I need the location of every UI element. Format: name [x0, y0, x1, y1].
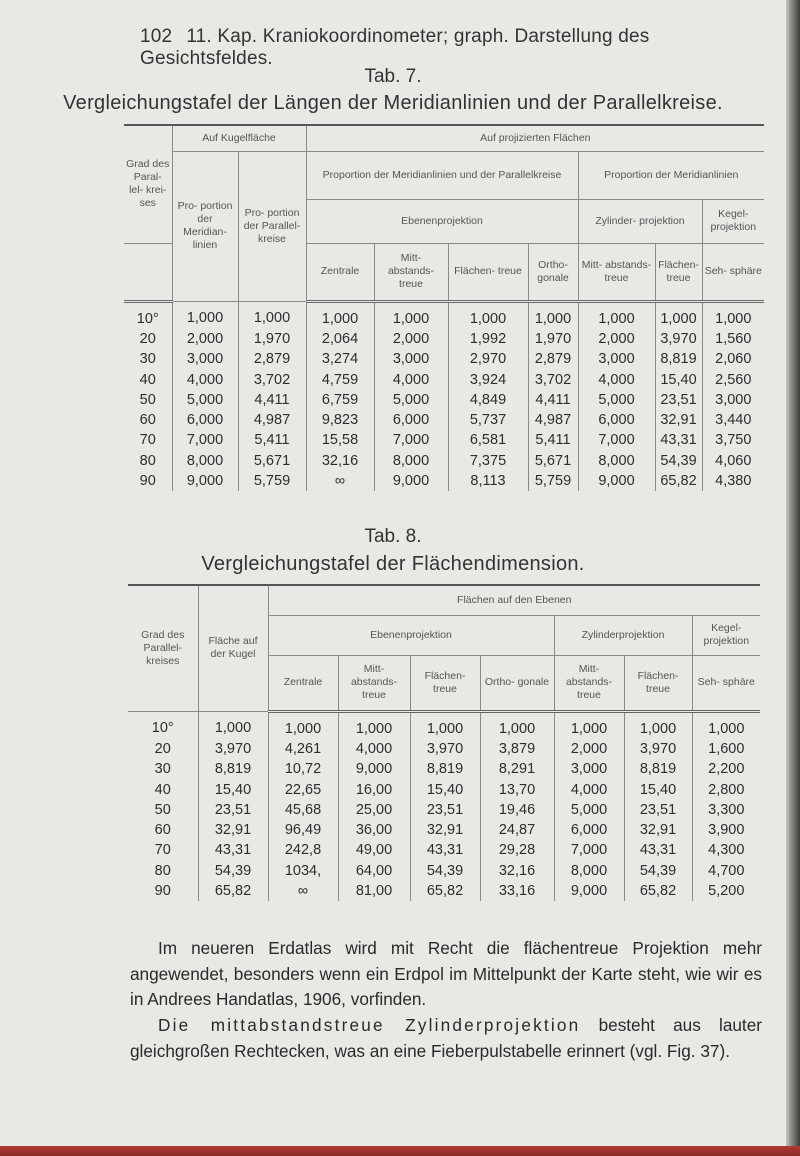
value-cell: 54,39 — [410, 861, 480, 881]
value-cell: 15,40 — [410, 779, 480, 799]
value-cell: 6,000 — [554, 820, 624, 840]
value-cell: 5,000 — [374, 390, 448, 410]
page-edge-bottom — [0, 1146, 800, 1156]
value-cell: 8,819 — [624, 759, 692, 779]
table-row — [124, 471, 764, 491]
grad-cell: 80 — [139, 452, 156, 469]
value-cell: 1,000 — [578, 301, 655, 329]
header-zylinder-mittabstandstreue: Mitt- abstands- treue — [578, 243, 655, 301]
value-cell: 19,46 — [480, 800, 554, 820]
value-cell: 6,759 — [306, 390, 374, 410]
value-cell: 2,879 — [238, 349, 306, 369]
grad-cell: 90 — [154, 883, 171, 900]
value-cell: 3,274 — [306, 349, 374, 369]
value-cell: 5,737 — [448, 410, 528, 430]
table-row — [124, 301, 764, 329]
value-cell: 8,113 — [448, 471, 528, 491]
table-row — [128, 739, 760, 759]
value-cell: 5,411 — [528, 430, 578, 450]
table-row — [124, 329, 764, 349]
grad-cell: 30 — [154, 761, 171, 778]
value-cell: 6,000 — [578, 410, 655, 430]
grad-cell: 10° — [151, 720, 174, 737]
table-row — [128, 881, 760, 901]
value-cell: 5,671 — [528, 451, 578, 471]
paragraph-erdatlas — [130, 936, 762, 1013]
tab7-title: Vergleichungstafel der Längen der Meridianlinien und der Parallelkreise. — [63, 92, 723, 114]
value-cell: 3,970 — [198, 739, 268, 759]
value-cell: 13,70 — [480, 779, 554, 799]
value-cell: 2,879 — [528, 349, 578, 369]
value-cell: 6,000 — [172, 410, 238, 430]
header-grad: Grad des Parallel- kreises — [128, 585, 198, 711]
tab7-body — [124, 301, 764, 491]
value-cell: 2,064 — [306, 329, 374, 349]
grad-cell: 70 — [139, 432, 156, 449]
table-row — [128, 759, 760, 779]
value-cell: 32,16 — [306, 451, 374, 471]
value-cell: 15,40 — [655, 369, 702, 389]
value-cell: 65,82 — [410, 881, 480, 901]
value-cell: ∞ — [268, 881, 338, 901]
value-cell: 4,000 — [338, 739, 410, 759]
value-cell: 5,000 — [578, 390, 655, 410]
header-proportion-meridian: Pro- portion der Meridian- linien — [172, 151, 238, 301]
value-cell: 32,91 — [410, 820, 480, 840]
value-cell: 8,000 — [172, 451, 238, 471]
value-cell: 45,68 — [268, 800, 338, 820]
value-cell: 5,000 — [554, 800, 624, 820]
value-cell: 7,000 — [374, 430, 448, 450]
tab7-number: Tab. 7. — [364, 66, 422, 87]
table-row — [128, 800, 760, 820]
value-cell: 9,000 — [172, 471, 238, 491]
header-kugelflaeche: Auf Kugelfläche — [172, 125, 306, 151]
value-cell: 8,000 — [374, 451, 448, 471]
header-zylinder-flaechentreue: Flächen- treue — [655, 243, 702, 301]
header-grad-spacer — [124, 243, 172, 301]
value-cell: 1,000 — [655, 301, 702, 329]
header-ebenenprojektion: Ebenenprojektion — [306, 199, 578, 243]
value-cell: 2,000 — [554, 739, 624, 759]
header-sehsphaere: Seh- sphäre — [702, 243, 764, 301]
value-cell: 8,819 — [410, 759, 480, 779]
value-cell: 1,000 — [528, 301, 578, 329]
value-cell: 96,49 — [268, 820, 338, 840]
value-cell: 8,000 — [578, 451, 655, 471]
value-cell: 1,970 — [238, 329, 306, 349]
table-tab8 — [128, 584, 760, 901]
value-cell: 3,924 — [448, 369, 528, 389]
value-cell: 1,000 — [448, 301, 528, 329]
value-cell: 5,759 — [238, 471, 306, 491]
value-cell: 5,200 — [692, 881, 760, 901]
value-cell: 1,000 — [692, 711, 760, 739]
value-cell: 1,000 — [238, 301, 306, 329]
value-cell: 7,000 — [554, 840, 624, 860]
grad-cell: 40 — [139, 371, 156, 388]
value-cell: 4,411 — [528, 390, 578, 410]
value-cell: 1,000 — [198, 711, 268, 739]
grad-cell: 20 — [154, 740, 171, 757]
value-cell: 4,000 — [554, 779, 624, 799]
value-cell: ∞ — [306, 471, 374, 491]
value-cell: 1,000 — [374, 301, 448, 329]
value-cell: 3,900 — [692, 820, 760, 840]
value-cell: 64,00 — [338, 861, 410, 881]
value-cell: 6,581 — [448, 430, 528, 450]
header-zentrale: Zentrale — [268, 655, 338, 711]
header-orthogonale: Ortho- gonale — [480, 655, 554, 711]
value-cell: 5,000 — [172, 390, 238, 410]
grad-cell: 50 — [154, 801, 171, 818]
table-row — [124, 451, 764, 471]
value-cell: 49,00 — [338, 840, 410, 860]
value-cell: 32,91 — [655, 410, 702, 430]
grad-cell: 80 — [154, 862, 171, 879]
header-kegelprojektion: Kegel- projektion — [702, 199, 764, 243]
header-flaechentreue: Flächen- treue — [448, 243, 528, 301]
value-cell: 5,759 — [528, 471, 578, 491]
value-cell: 9,000 — [374, 471, 448, 491]
value-cell: 3,702 — [528, 369, 578, 389]
value-cell: 32,91 — [198, 820, 268, 840]
value-cell: 65,82 — [655, 471, 702, 491]
value-cell: 3,000 — [578, 349, 655, 369]
value-cell: 54,39 — [655, 451, 702, 471]
header-zentrale: Zentrale — [306, 243, 374, 301]
table-row — [124, 390, 764, 410]
value-cell: 1,000 — [480, 711, 554, 739]
value-cell: 3,440 — [702, 410, 764, 430]
value-cell: 2,000 — [172, 329, 238, 349]
tab8-body — [128, 711, 760, 901]
grad-cell: 50 — [139, 391, 156, 408]
table-row — [124, 430, 764, 450]
tab8-title: Vergleichungstafel der Flächendimension. — [201, 553, 585, 575]
grad-cell: 60 — [139, 412, 156, 429]
page-edge-right — [786, 0, 800, 1156]
value-cell: 24,87 — [480, 820, 554, 840]
value-cell: 6,000 — [374, 410, 448, 430]
value-cell: 36,00 — [338, 820, 410, 840]
grad-cell: 10° — [136, 310, 159, 327]
header-sehsphaere: Seh- sphäre — [692, 655, 760, 711]
value-cell: 4,000 — [374, 369, 448, 389]
value-cell: 43,31 — [655, 430, 702, 450]
value-cell: 4,849 — [448, 390, 528, 410]
header-flaeche-kugel: Fläche auf der Kugel — [198, 585, 268, 711]
header-mittabstandstreue: Mitt- abstands- treue — [374, 243, 448, 301]
value-cell: 242,8 — [268, 840, 338, 860]
value-cell: 54,39 — [624, 861, 692, 881]
table-row — [124, 349, 764, 369]
header-zylinder-mittabstandstreue: Mitt- abstands- treue — [554, 655, 624, 711]
grad-cell: 40 — [154, 781, 171, 798]
header-mittabstandstreue: Mitt- abstands- treue — [338, 655, 410, 711]
value-cell: 4,411 — [238, 390, 306, 410]
value-cell: 32,16 — [480, 861, 554, 881]
value-cell: 4,700 — [692, 861, 760, 881]
value-cell: 10,72 — [268, 759, 338, 779]
value-cell: 9,000 — [554, 881, 624, 901]
value-cell: 1,000 — [410, 711, 480, 739]
header-ebenenprojektion: Ebenenprojektion — [268, 615, 554, 655]
value-cell: 2,560 — [702, 369, 764, 389]
paragraph-rest: besteht aus lauter gleichgroßen Rechtecken, was an eine Fieberpulstabelle erinnert (vgl. Fig. 37). — [130, 1015, 762, 1061]
value-cell: 3,000 — [554, 759, 624, 779]
value-cell: 4,987 — [528, 410, 578, 430]
grad-cell: 60 — [154, 822, 171, 839]
value-cell: 1,600 — [692, 739, 760, 759]
value-cell: 2,970 — [448, 349, 528, 369]
value-cell: 4,000 — [172, 369, 238, 389]
value-cell: 4,987 — [238, 410, 306, 430]
value-cell: 3,970 — [655, 329, 702, 349]
value-cell: 1,000 — [172, 301, 238, 329]
header-kegelprojektion: Kegel- projektion — [692, 615, 760, 655]
value-cell: 2,000 — [374, 329, 448, 349]
value-cell: 5,411 — [238, 430, 306, 450]
value-cell: 8,000 — [554, 861, 624, 881]
value-cell: 1,000 — [702, 301, 764, 329]
header-flaechentreue: Flächen- treue — [410, 655, 480, 711]
header-proportion-parallel: Pro- portion der Parallel- kreise — [238, 151, 306, 301]
value-cell: 8,291 — [480, 759, 554, 779]
header-projizierte-flaechen: Auf projizierten Flächen — [306, 125, 764, 151]
value-cell: 32,91 — [624, 820, 692, 840]
value-cell: 33,16 — [480, 881, 554, 901]
header-grad: Grad des Paral- lel- krei- ses — [124, 125, 172, 243]
value-cell: 8,819 — [655, 349, 702, 369]
chapter-title: 11. Kap. Kraniokoordinometer; graph. Darstellung des Gesichtsfeldes. — [140, 26, 650, 69]
grad-cell: 30 — [139, 351, 156, 368]
value-cell: 23,51 — [624, 800, 692, 820]
value-cell: 2,000 — [578, 329, 655, 349]
value-cell: 1,000 — [306, 301, 374, 329]
paragraph-emphasis: Die mittabstandstreue Zylinderprojektion — [158, 1015, 581, 1035]
value-cell: 3,000 — [374, 349, 448, 369]
value-cell: 43,31 — [410, 840, 480, 860]
value-cell: 16,00 — [338, 779, 410, 799]
value-cell: 1,970 — [528, 329, 578, 349]
value-cell: 1,000 — [338, 711, 410, 739]
value-cell: 1,560 — [702, 329, 764, 349]
table-row — [128, 840, 760, 860]
value-cell: 43,31 — [624, 840, 692, 860]
value-cell: 23,51 — [655, 390, 702, 410]
value-cell: 81,00 — [338, 881, 410, 901]
table-row — [128, 861, 760, 881]
value-cell: 1,992 — [448, 329, 528, 349]
header-zylinderprojektion: Zylinderprojektion — [554, 615, 692, 655]
value-cell: 1,000 — [268, 711, 338, 739]
value-cell: 15,58 — [306, 430, 374, 450]
value-cell: 9,000 — [578, 471, 655, 491]
table-row — [128, 711, 760, 739]
table-tab7 — [124, 124, 764, 491]
value-cell: 3,750 — [702, 430, 764, 450]
grad-cell: 70 — [154, 842, 171, 859]
tab8-number: Tab. 8. — [364, 526, 422, 547]
value-cell: 5,671 — [238, 451, 306, 471]
grad-cell: 90 — [139, 473, 156, 490]
value-cell: 25,00 — [338, 800, 410, 820]
grad-cell: 20 — [139, 330, 156, 347]
value-cell: 3,000 — [172, 349, 238, 369]
value-cell: 65,82 — [198, 881, 268, 901]
value-cell: 4,060 — [702, 451, 764, 471]
value-cell: 2,200 — [692, 759, 760, 779]
value-cell: 4,300 — [692, 840, 760, 860]
table-row — [128, 779, 760, 799]
paragraph-erdatlas-text: Im neueren Erdatlas wird mit Recht die flächentreue Projektion mehr angewendet, besonders wenn ein Erdpol im Mittelpunkt der Karte steht, wie wir es in Andrees Handatlas, 1906, vorfinden. — [130, 938, 762, 1009]
value-cell: 1034, — [268, 861, 338, 881]
value-cell: 7,375 — [448, 451, 528, 471]
value-cell: 4,261 — [268, 739, 338, 759]
value-cell: 22,65 — [268, 779, 338, 799]
value-cell: 1,000 — [624, 711, 692, 739]
value-cell: 1,000 — [554, 711, 624, 739]
value-cell: 9,823 — [306, 410, 374, 430]
value-cell: 4,380 — [702, 471, 764, 491]
value-cell: 3,970 — [410, 739, 480, 759]
paragraph-zylinderprojektion — [130, 1013, 762, 1064]
value-cell: 7,000 — [578, 430, 655, 450]
value-cell: 23,51 — [410, 800, 480, 820]
value-cell: 29,28 — [480, 840, 554, 860]
value-cell: 15,40 — [624, 779, 692, 799]
table-row — [128, 820, 760, 840]
table-row — [124, 369, 764, 389]
value-cell: 2,800 — [692, 779, 760, 799]
value-cell: 4,000 — [578, 369, 655, 389]
value-cell: 3,300 — [692, 800, 760, 820]
header-flaechen-ebenen: Flächen auf den Ebenen — [268, 585, 760, 615]
value-cell: 4,759 — [306, 369, 374, 389]
header-orthogonale: Ortho- gonale — [528, 243, 578, 301]
value-cell: 2,060 — [702, 349, 764, 369]
value-cell: 3,702 — [238, 369, 306, 389]
value-cell: 3,970 — [624, 739, 692, 759]
value-cell: 9,000 — [338, 759, 410, 779]
header-zylinder-flaechentreue: Flächen- treue — [624, 655, 692, 711]
header-proportion-both: Proportion der Meridianlinien und der Parallelkreise — [306, 151, 578, 199]
page-number: 102 — [140, 26, 173, 47]
value-cell: 43,31 — [198, 840, 268, 860]
running-head — [140, 26, 786, 70]
header-proportion-meridian-only: Proportion der Meridianlinien — [578, 151, 764, 199]
value-cell: 3,000 — [702, 390, 764, 410]
value-cell: 8,819 — [198, 759, 268, 779]
value-cell: 65,82 — [624, 881, 692, 901]
value-cell: 54,39 — [198, 861, 268, 881]
value-cell: 7,000 — [172, 430, 238, 450]
value-cell: 15,40 — [198, 779, 268, 799]
table-row — [124, 410, 764, 430]
value-cell: 3,879 — [480, 739, 554, 759]
value-cell: 23,51 — [198, 800, 268, 820]
header-zylinderprojektion: Zylinder- projektion — [578, 199, 702, 243]
